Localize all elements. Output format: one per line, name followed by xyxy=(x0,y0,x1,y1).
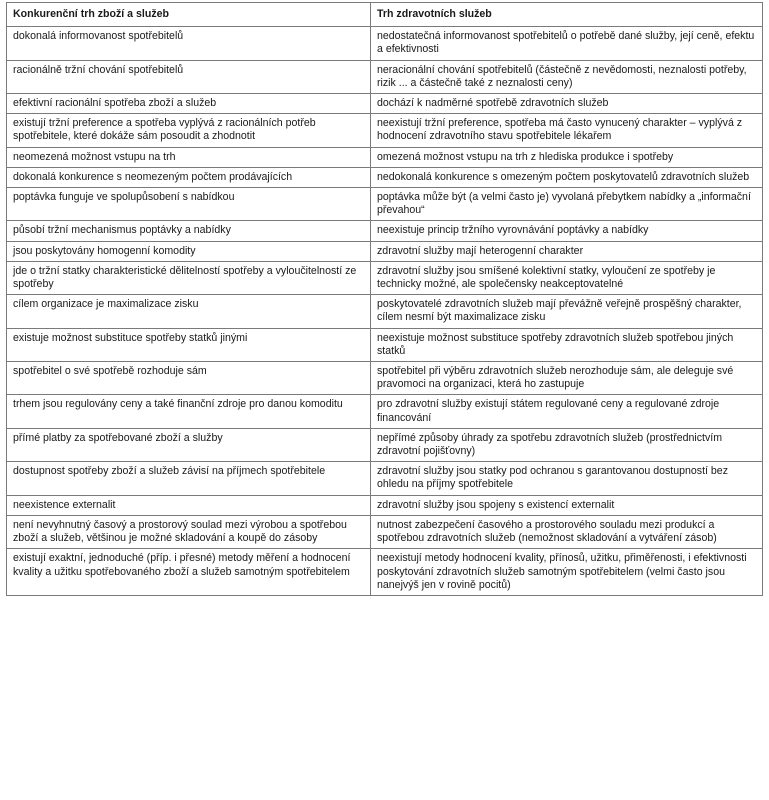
column-header-health-services-market: Trh zdravotních služeb xyxy=(371,3,763,27)
table-row xyxy=(7,395,763,428)
cell-health-services-market: neexistuje možnost substituce spotřeby zdravotních služeb spotřebou jiných statků xyxy=(371,328,763,361)
cell-health-services-market: zdravotní služby mají heterogenní charakter xyxy=(371,241,763,261)
cell-health-services-market: neexistují metody hodnocení kvality, přínosů, užitku, přiměřenosti, i efektivnosti poskytování zdravotních služeb samotným spotřebitelem (velmi často jsou nanejvýš jen v rovině pocitů) xyxy=(371,549,763,596)
cell-competitive-market: není nevyhnutný časový a prostorový soulad mezi výrobou a spotřebou zboží a služeb, většinou je možné skladování a koupě do zásoby xyxy=(7,515,371,548)
cell-health-services-market: neracionální chování spotřebitelů (částečně z nevědomosti, neznalosti potřeby, rizik ... a částečně také z neznalosti ceny) xyxy=(371,60,763,93)
cell-competitive-market: jsou poskytovány homogenní komodity xyxy=(7,241,371,261)
table-row xyxy=(7,295,763,328)
table-row xyxy=(7,188,763,221)
cell-competitive-market: existují exaktní, jednoduché (příp. i přesné) metody měření a hodnocení kvality a užitku spotřebovaného zboží a služeb samotným spotřebitelem xyxy=(7,549,371,596)
cell-competitive-market: dokonalá informovanost spotřebitelů xyxy=(7,27,371,60)
table-row xyxy=(7,328,763,361)
table-row xyxy=(7,495,763,515)
cell-competitive-market: cílem organizace je maximalizace zisku xyxy=(7,295,371,328)
cell-health-services-market: zdravotní služby jsou spojeny s existencí externalit xyxy=(371,495,763,515)
cell-health-services-market: dochází k nadměrné spotřebě zdravotních služeb xyxy=(371,94,763,114)
cell-competitive-market: poptávka funguje ve spolupůsobení s nabídkou xyxy=(7,188,371,221)
table-body xyxy=(7,27,763,596)
cell-health-services-market: nedostatečná informovanost spotřebitelů o potřebě dané služby, její ceně, efektu a efektivnosti xyxy=(371,27,763,60)
table-row xyxy=(7,114,763,147)
cell-competitive-market: přímé platby za spotřebované zboží a služby xyxy=(7,428,371,461)
cell-competitive-market: dokonalá konkurence s neomezeným počtem prodávajících xyxy=(7,167,371,187)
cell-health-services-market: poskytovatelé zdravotních služeb mají převážně veřejně prospěšný charakter, cílem nesmí být maximalizace zisku xyxy=(371,295,763,328)
cell-competitive-market: racionálně tržní chování spotřebitelů xyxy=(7,60,371,93)
cell-competitive-market: neexistence externalit xyxy=(7,495,371,515)
cell-competitive-market: působí tržní mechanismus poptávky a nabídky xyxy=(7,221,371,241)
table-header-row xyxy=(7,3,763,27)
table-row xyxy=(7,27,763,60)
table-row xyxy=(7,462,763,495)
table-row xyxy=(7,261,763,294)
cell-health-services-market: zdravotní služby jsou smíšené kolektivní statky, vyloučení ze spotřeby je technicky možné, ale společensky neakceptovatelné xyxy=(371,261,763,294)
cell-health-services-market: zdravotní služby jsou statky pod ochranou s garantovanou dostupností bez ohledu na příjmy spotřebitele xyxy=(371,462,763,495)
table-row xyxy=(7,549,763,596)
cell-competitive-market: neomezená možnost vstupu na trh xyxy=(7,147,371,167)
table-row xyxy=(7,515,763,548)
table-row xyxy=(7,167,763,187)
cell-competitive-market: dostupnost spotřeby zboží a služeb závisí na příjmech spotřebitele xyxy=(7,462,371,495)
column-header-competitive-market: Konkurenční trh zboží a služeb xyxy=(7,3,371,27)
cell-health-services-market: pro zdravotní služby existují státem regulované ceny a regulované zdroje financování xyxy=(371,395,763,428)
cell-health-services-market: neexistují tržní preference, spotřeba má často vynucený charakter – vyplývá z hodnocení zdravotního stavu spotřebitele lékařem xyxy=(371,114,763,147)
table-row xyxy=(7,241,763,261)
table-row xyxy=(7,60,763,93)
comparison-table-container xyxy=(6,2,762,596)
cell-competitive-market: existuje možnost substituce spotřeby statků jinými xyxy=(7,328,371,361)
table-row xyxy=(7,147,763,167)
cell-health-services-market: nutnost zabezpečení časového a prostorového souladu mezi produkcí a spotřebou zdravotních služeb (nemožnost skladování a vytváření zásob) xyxy=(371,515,763,548)
cell-health-services-market: nepřímé způsoby úhrady za spotřebu zdravotních služeb (prostřednictvím zdravotní pojišťovny) xyxy=(371,428,763,461)
cell-competitive-market: existují tržní preference a spotřeba vyplývá z racionálních potřeb spotřebitele, které dokáže sám posoudit a zhodnotit xyxy=(7,114,371,147)
cell-health-services-market: neexistuje princip tržního vyrovnávání poptávky a nabídky xyxy=(371,221,763,241)
cell-health-services-market: omezená možnost vstupu na trh z hlediska produkce i spotřeby xyxy=(371,147,763,167)
cell-competitive-market: efektivní racionální spotřeba zboží a služeb xyxy=(7,94,371,114)
cell-competitive-market: spotřebitel o své spotřebě rozhoduje sám xyxy=(7,362,371,395)
cell-health-services-market: spotřebitel při výběru zdravotních služeb nerozhoduje sám, ale deleguje své pravomoci na organizaci, která ho zastupuje xyxy=(371,362,763,395)
comparison-table xyxy=(6,2,763,596)
cell-health-services-market: nedokonalá konkurence s omezeným počtem poskytovatelů zdravotních služeb xyxy=(371,167,763,187)
cell-health-services-market: poptávka může být (a velmi často je) vyvolaná přebytkem nabídky a „informační převahou“ xyxy=(371,188,763,221)
table-row xyxy=(7,428,763,461)
table-row xyxy=(7,221,763,241)
cell-competitive-market: jde o tržní statky charakteristické dělitelností spotřeby a vyloučitelností ze spotřeby xyxy=(7,261,371,294)
table-row xyxy=(7,94,763,114)
table-row xyxy=(7,362,763,395)
cell-competitive-market: trhem jsou regulovány ceny a také finanční zdroje pro danou komoditu xyxy=(7,395,371,428)
